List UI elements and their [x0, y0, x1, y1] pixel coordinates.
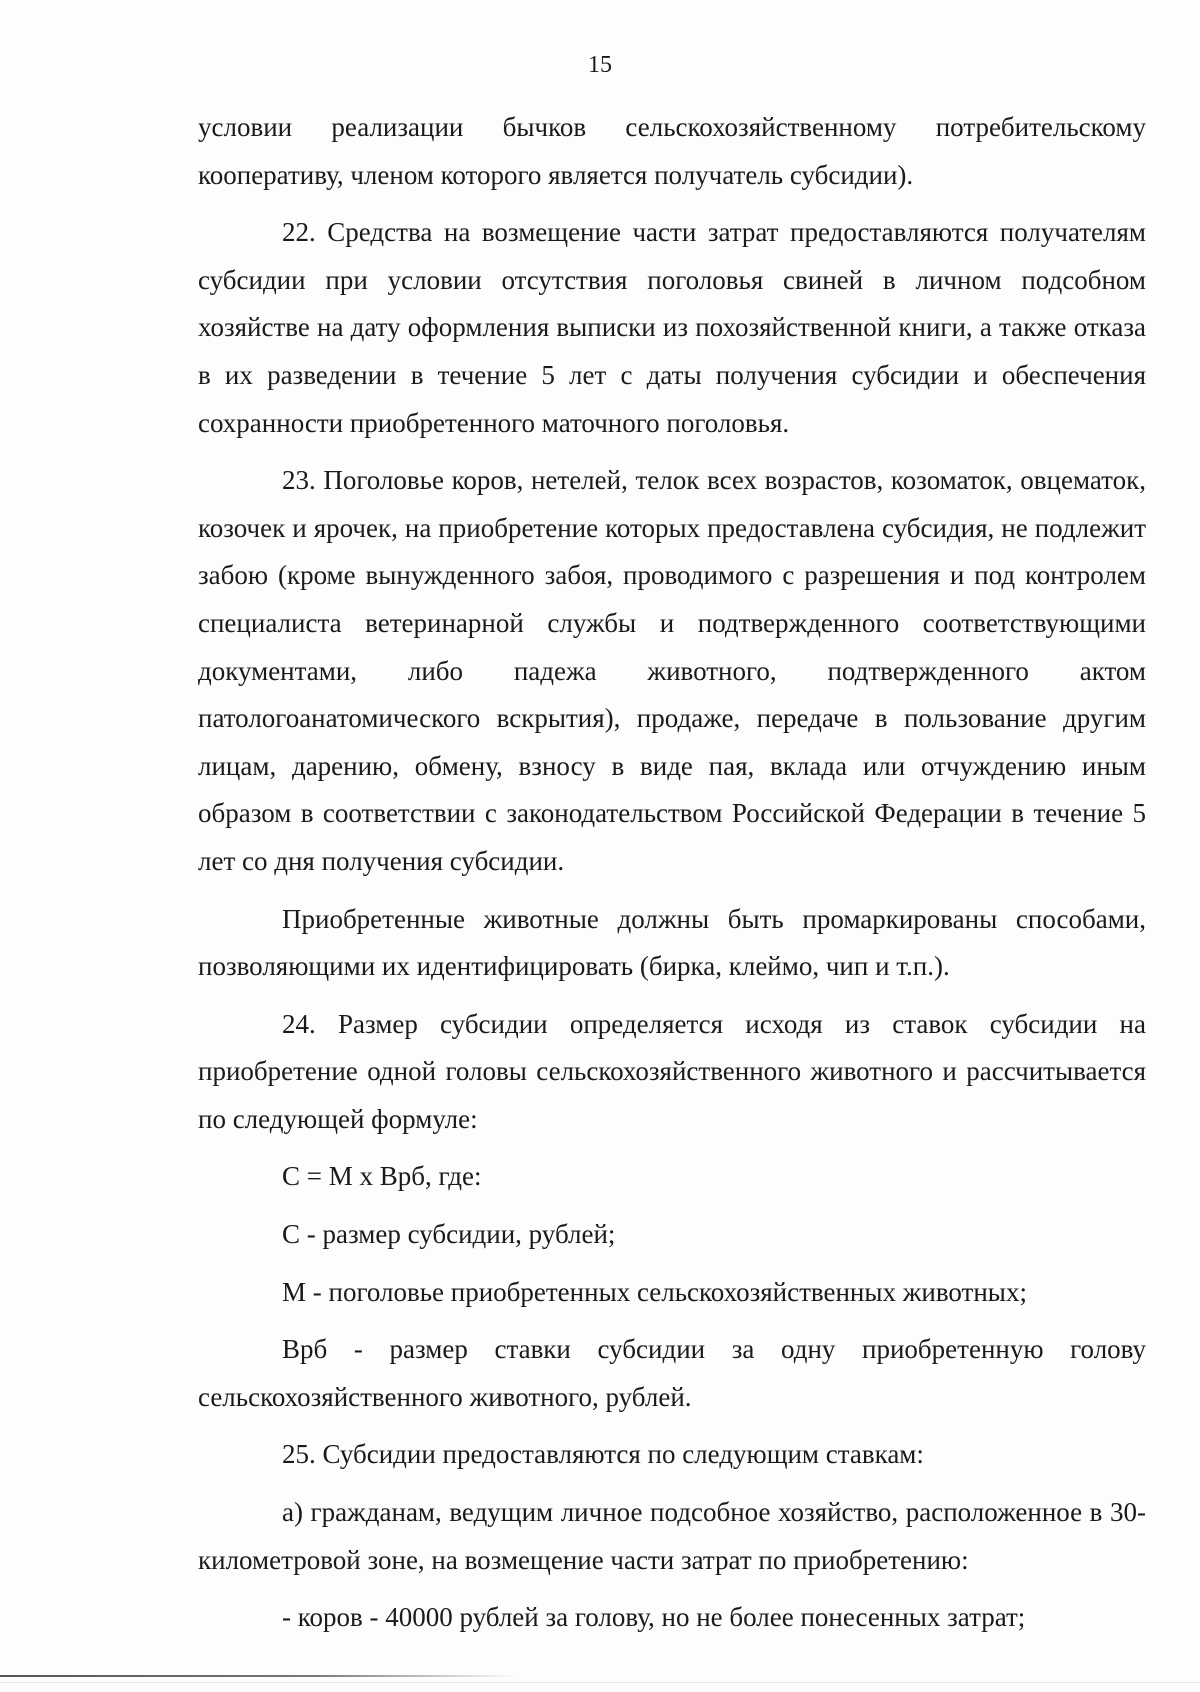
- formula-line: С = М х Врб, где:: [282, 1161, 482, 1192]
- page-number: 15: [588, 52, 612, 78]
- formula-definition-c: С - размер субсидии, рублей;: [282, 1219, 616, 1250]
- scan-edge-shadow: [0, 1682, 1200, 1683]
- paragraph-item-25: 25. Субсидии предоставляются по следующим ставкам:: [282, 1439, 924, 1470]
- paragraph-marking: Приобретенные животные должны быть промаркированы способами, позволяющими их идентифицировать (бирка, клеймо, чип и т.п.).: [198, 903, 1146, 982]
- document-body: [198, 104, 1146, 1642]
- paragraph-item-24: 24. Размер субсидии определяется исходя из ставок субсидии на приобретение одной головы сельскохозяйственного животного и рассчитывается по следующей формуле:: [198, 1008, 1146, 1134]
- paragraph-continuation: условии реализации бычков сельскохозяйственному потребительскому кооперативу, членом которого является получатель субсидии).: [198, 112, 1146, 190]
- paragraph-item-23: 23. Поголовье коров, нетелей, телок всех возрастов, козоматок, овцематок, козочек и ярочек, на приобретение которых предоставлена субсидия, не подлежит забою (кроме вынужденного забоя, проводимого с разрешения и под контролем специалиста ветеринарной службы и подтвержденного соответствующими документами, либо падежа животного, подтвержденного актом патологоанатомического вскрытия), продаже, передаче в пользование другим лицам, дарению, обмену, взносу в виде пая, вклада или отчуждению иным образом в соответствии с законодательством Российской Федерации в течение 5 лет со дня получения субсидии.: [198, 465, 1146, 876]
- formula-definition-vrb: Врб - размер ставки субсидии за одну приобретенную голову сельскохозяйственного животного, рублей.: [198, 1334, 1146, 1412]
- scan-edge-line: [0, 1675, 520, 1677]
- formula-definition-m: М - поголовье приобретенных сельскохозяйственных животных;: [282, 1276, 1027, 1307]
- paragraph-rate-cows: - коров - 40000 рублей за голову, но не более понесенных затрат;: [282, 1602, 1026, 1633]
- paragraph-item-22: 22. Средства на возмещение части затрат предоставляются получателям субсидии при условии отсутствия поголовья свиней в личном подсобном хозяйстве на дату оформления выписки из похозяйственной книги, а также отказа в их разведении в течение 5 лет с даты получения субсидии и обеспечения сохранности приобретенного маточного поголовья.: [198, 217, 1146, 438]
- paragraph-subitem-a: а) гражданам, ведущим личное подсобное хозяйство, расположенное в 30-километровой зоне, на возмещение части затрат по приобретению:: [198, 1497, 1146, 1575]
